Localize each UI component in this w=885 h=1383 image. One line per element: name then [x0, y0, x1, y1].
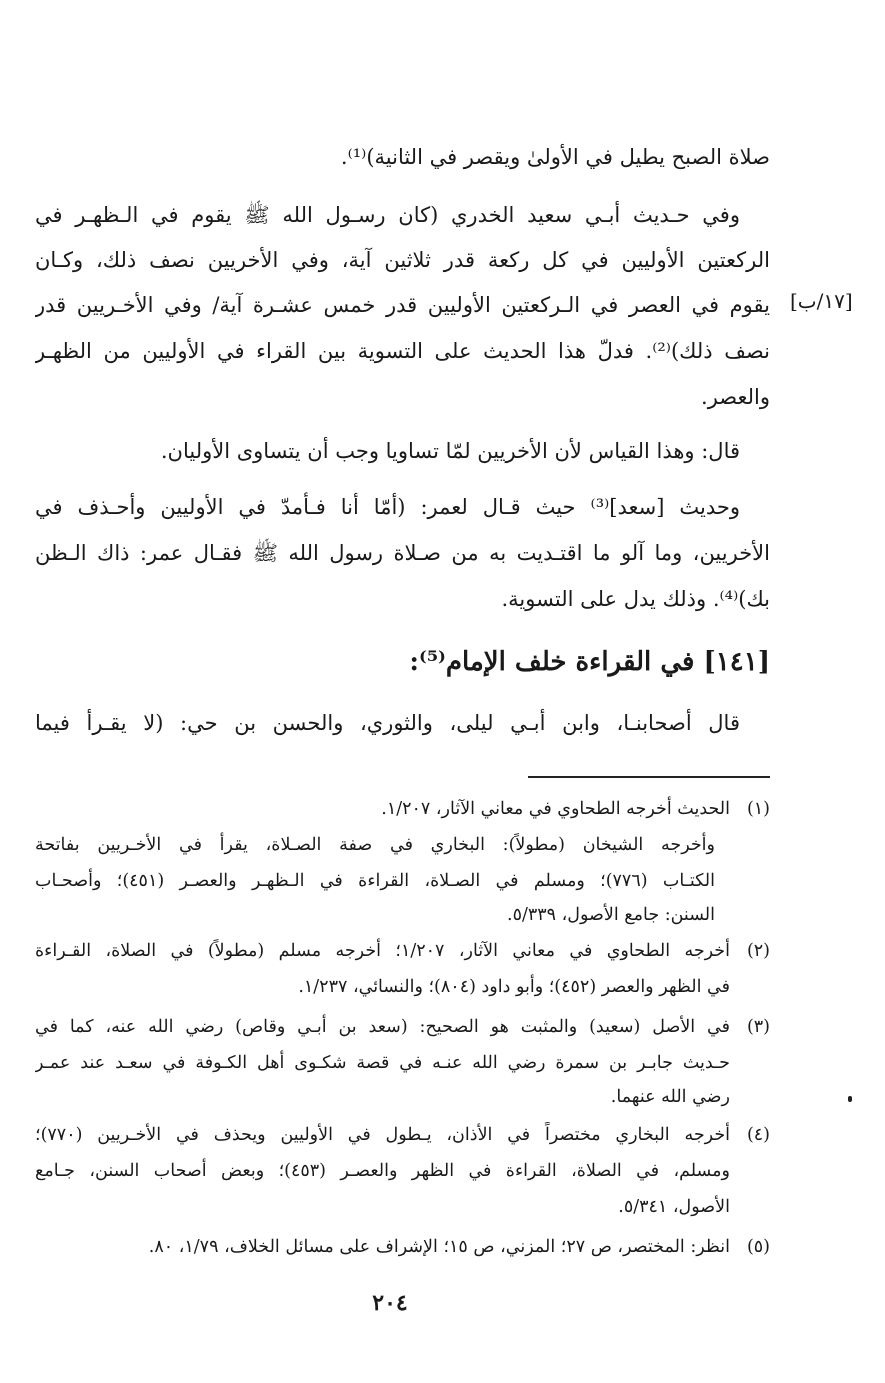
margin-speck: [848, 1096, 852, 1102]
footnote-number: (١): [746, 799, 770, 819]
body-line: وفي حـديث أبـي سعيد الخدري (كان رسـول الله ﷺ يقوم في الـظهـر في: [35, 203, 740, 227]
body-line: الركعتين الأوليين في كل ركعة قدر ثلاثين آية، وفي الأخريين نصف ذلك، وكـان: [35, 248, 770, 272]
footnote-number: (٥): [746, 1237, 770, 1257]
body-line: قال أصحابنـا، وابن أبـي ليلى، والثوري، والحسن بن حي: (لا يقـرأ فيما: [35, 711, 740, 735]
footnote-line: انظر: المختصر، ص ٢٧؛ المزني، ص ١٥؛ الإشراف على مسائل الخلاف، ١/٧٩، ٨٠.: [148, 1237, 730, 1257]
page-number: ٢٠٤: [372, 1290, 408, 1316]
footnote-number: (٢): [746, 941, 770, 961]
footnote-line: في الظهر والعصر (٤٥٢)؛ وأبو داود (٨٠٤)؛ والنسائي، ١/٢٣٧.: [298, 977, 730, 997]
body-line: بك)⁽⁴⁾. وذلك يدل على التسوية.: [501, 587, 770, 611]
body-line: والعصر.: [701, 385, 770, 409]
footnote-number: (٤): [746, 1125, 770, 1145]
footnote-line: رضي الله عنهما.: [610, 1087, 730, 1107]
body-line: الأخريين، وما آلو ما اقتـديت به من صـلاة رسول الله ﷺ فقـال عمر: ذاك الـظن: [35, 541, 770, 565]
body-line: قال: وهذا القياس لأن الأخريين لمّا تساويا وجب أن يتساوى الأوليان.: [160, 439, 740, 463]
footnote-line: ومسلم، في الصلاة، القراءة في الظهر والعصـر (٤٥٣)؛ وبعض أصحاب السنن، جـامع: [35, 1161, 730, 1181]
footnote-line: السنن: جامع الأصول، ٥/٣٣٩.: [506, 905, 715, 925]
section-heading: [١٤١] في القراءة خلف الإمام⁽⁵⁾:: [409, 647, 770, 677]
footnote-line: في الأصل (سعيد) والمثبت هو الصحيح: (سعد بن أبـي وقاص) رضي الله عنه، كما في: [35, 1017, 730, 1037]
footnote-separator: [528, 776, 770, 778]
body-line: صلاة الصبح يطيل في الأولىٰ ويقصر في الثانية)⁽¹⁾.: [340, 145, 770, 169]
footnote-line: الحديث أخرجه الطحاوي في معاني الآثار، ١/٢٠٧.: [381, 799, 730, 819]
footnote-line: حـديث جابـر بن سمرة رضي الله عنـه في قصة شكـوى أهل الكـوفة في سعـد عند عمـر: [35, 1053, 730, 1073]
footnote-line: أخرجه الطحاوي في معاني الآثار، ١/٢٠٧؛ أخرجه مسلم (مطولاً) في الصلاة، القـراءة: [35, 941, 730, 961]
footnote-number: (٣): [746, 1017, 770, 1037]
body-line: وحديث [سعد]⁽³⁾ حيث قـال لعمر: (أمّا أنا فـأمدّ في الأوليين وأحـذف في: [35, 495, 740, 519]
footnote-line: وأخرجه الشيخان (مطولاً): البخاري في صفة الصـلاة، يقرأ في الأخـريين بفاتحة: [35, 835, 715, 855]
footnote-line: الكتـاب (٧٧٦)؛ ومسلم في الصـلاة، القراءة في الـظهـر والعصـر (٤٥١)؛ وأصحـاب: [35, 871, 715, 891]
body-line: نصف ذلك)⁽²⁾. فدلّ هذا الحديث على التسوية بين القراء في الأوليين من الظهـر: [35, 339, 770, 363]
footnote-line: أخرجه البخاري مختصراً في الأذان، يـطول في الأوليين ويحذف في الأخـريين (٧٧٠)؛: [35, 1125, 730, 1145]
margin-folio-note: [١٧/ب]: [790, 289, 853, 313]
footnote-line: الأصول، ٥/٣٤١.: [618, 1197, 730, 1217]
body-line: يقوم في العصر في الـركعتين الأوليين قدر خمس عشـرة آية/ وفي الأخـريين قدر: [35, 293, 770, 317]
